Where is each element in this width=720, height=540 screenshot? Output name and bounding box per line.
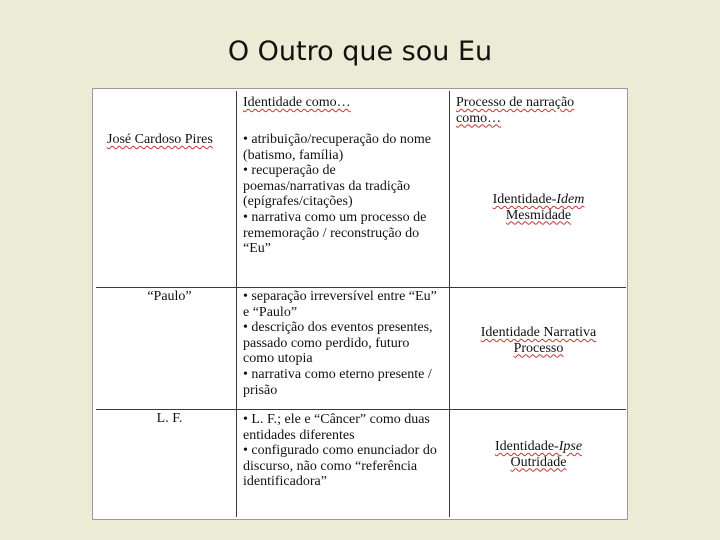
header-process: Processo de narração como…: [456, 95, 575, 126]
list-item: • atribuição/recuperação do nome (batismo, família): [243, 132, 431, 163]
table-row-items: [243, 412, 441, 490]
list-item: • L. F.; ele e “Câncer” como duas entidades diferentes: [243, 412, 430, 443]
table-row-items: [243, 289, 441, 398]
table-row-process: Identidade-Ipse Outridade: [494, 439, 583, 470]
table-row-subject: “Paulo”: [147, 289, 192, 304]
column-divider-left: [236, 91, 237, 517]
table-row-process: Identidade-Idem Mesmidade: [492, 192, 585, 223]
identity-table: [92, 88, 628, 520]
column-divider-right: [449, 91, 450, 517]
list-item: • recuperação de poemas/narrativas da tradição (epígrafes/citações): [243, 163, 411, 210]
row-divider-1: [96, 287, 626, 288]
table-row-subject: José Cardoso Pires: [107, 132, 213, 147]
list-item: • descrição dos eventos presentes, passado como perdido, futuro como utopia: [243, 320, 433, 367]
list-item: • separação irreversível entre “Eu” e “Paulo”: [243, 289, 437, 320]
row-divider-2: [96, 409, 626, 410]
slide-title: O Outro que sou Eu: [227, 36, 493, 67]
table-row-process: Identidade Narrativa Processo: [480, 325, 597, 356]
header-identity: Identidade como…: [243, 95, 351, 110]
list-item: • narrativa como eterno presente / prisão: [243, 366, 432, 398]
table-row-items: [243, 132, 441, 257]
list-item: • narrativa como um processo de rememoração / reconstrução do “Eu”: [243, 209, 427, 257]
list-item: • configurado como enunciador do discurso, não como “referência identificadora”: [243, 443, 437, 490]
table-row-subject: L. F.: [156, 411, 183, 426]
